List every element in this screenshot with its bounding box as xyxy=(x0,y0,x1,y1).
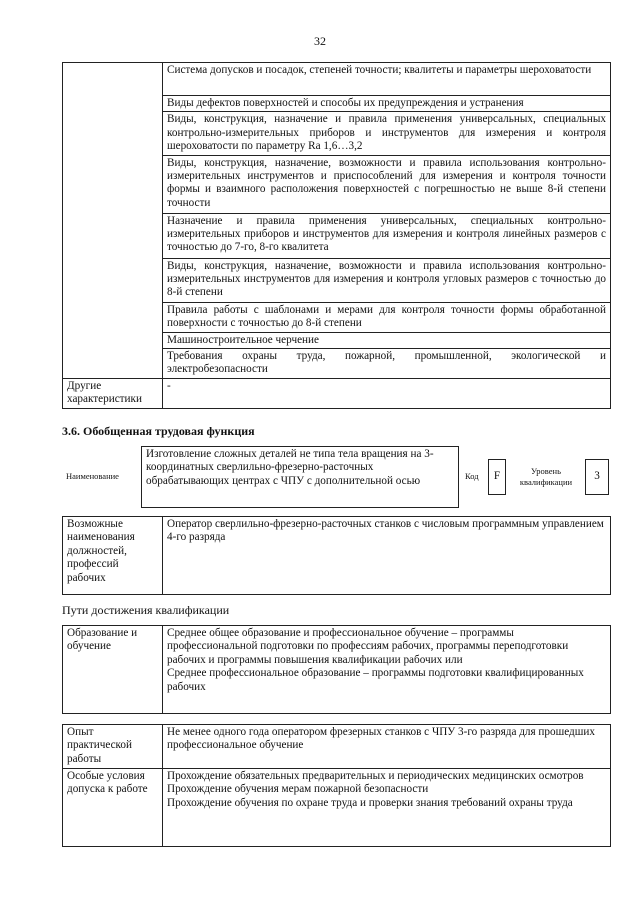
special-condition: Прохождение обучения мерам пожарной безопасности xyxy=(167,783,429,796)
positions-label: Возможные наименования должностей, профессий рабочих xyxy=(63,517,163,595)
special-condition: Прохождение обучения по охране труда и проверки знания требований охраны труда xyxy=(167,796,573,809)
other-characteristics-label: Другие характеристики xyxy=(63,378,163,408)
level-box xyxy=(585,459,609,495)
qualification-level-label: Уровень квалификации xyxy=(519,466,573,487)
other-characteristics-value: - xyxy=(163,378,611,408)
education-line: Среднее профессиональное образование – программы подготовки квалифицированных рабочих xyxy=(167,667,584,693)
experience-label: Опыт практической работы xyxy=(63,725,163,769)
education-table xyxy=(62,625,611,714)
paths-title: Пути достижения квалификации xyxy=(62,603,230,617)
positions-table xyxy=(62,516,611,595)
knowledge-item: Назначение и правила применения универсальных, специальных контрольно-измерительных приборов и инструментов для измерения и контроля линейных размеров с точностью до 7-го, 8-го квалитета xyxy=(163,213,611,258)
special-conditions-cell xyxy=(163,769,611,847)
knowledge-item: Виды, конструкция, назначение, возможности и правила использования контрольно-измерительных инструментов и приспособлений для измерения и контроля точности формы и взаимного расположения поверхностей с погрешностью не выше 8-й степени точности xyxy=(163,155,611,213)
code-label: Код xyxy=(465,471,479,481)
function-name-box xyxy=(141,446,459,508)
code-box xyxy=(488,459,506,495)
special-condition: Прохождение обязательных предварительных и периодических медицинских осмотров xyxy=(167,770,584,782)
knowledge-label-cell xyxy=(63,63,163,379)
level-value: 3 xyxy=(594,470,600,482)
knowledge-item: Виды, конструкция, назначение, возможности и правила использования контрольно-измерительных инструментов для измерения и контроля угловых размеров с точностью до 8-й степени xyxy=(163,258,611,302)
knowledge-item: Машиностроительное черчение xyxy=(163,332,611,348)
page-number: 32 xyxy=(314,34,326,48)
special-conditions-label: Особые условия допуска к работе xyxy=(63,769,163,847)
knowledge-item: Виды дефектов поверхностей и способы их предупреждения и устранения xyxy=(163,96,611,112)
requirements-table xyxy=(62,724,611,847)
experience-value: Не менее одного года оператором фрезерных станков с ЧПУ 3-го разряда для прошедших профессиональное обучение xyxy=(163,725,611,769)
knowledge-table xyxy=(62,62,611,409)
knowledge-item: Виды, конструкция, назначение и правила применения универсальных, специальных контрольно-измерительных приборов и инструментов для измерения и контроля шероховатости по параметру Ra 1,6…3,2 xyxy=(163,112,611,155)
knowledge-item: Система допусков и посадок, степеней точности; квалитеты и параметры шероховатости xyxy=(163,63,611,96)
knowledge-item: Правила работы с шаблонами и мерами для контроля точности формы обработанной поверхности с точностью до 8-й степени xyxy=(163,302,611,332)
education-value-cell xyxy=(163,626,611,714)
code-value: F xyxy=(493,470,501,482)
knowledge-item: Требования охраны труда, пожарной, промышленной, экологической и электробезопасности xyxy=(163,349,611,379)
name-label: Наименование xyxy=(66,471,119,481)
education-line: Среднее общее образование и профессиональное обучение – программы профессиональной подготовки по профессиям рабочих, программы переподготовки рабочих и программы повышения квалификации рабочих или xyxy=(167,627,569,666)
function-name-value: Изготовление сложных деталей не типа тела вращения на 3-координатных сверлильно-фрезерно-расточных обрабатывающих центрах с ЧПУ с дополнительной осью xyxy=(146,448,434,487)
education-label: Образование и обучение xyxy=(63,626,163,714)
section-title: 3.6. Обобщенная трудовая функция xyxy=(62,424,255,438)
positions-value: Оператор сверлильно-фрезерно-расточных станков с числовым программным управлением 4-го разряда xyxy=(163,517,611,595)
